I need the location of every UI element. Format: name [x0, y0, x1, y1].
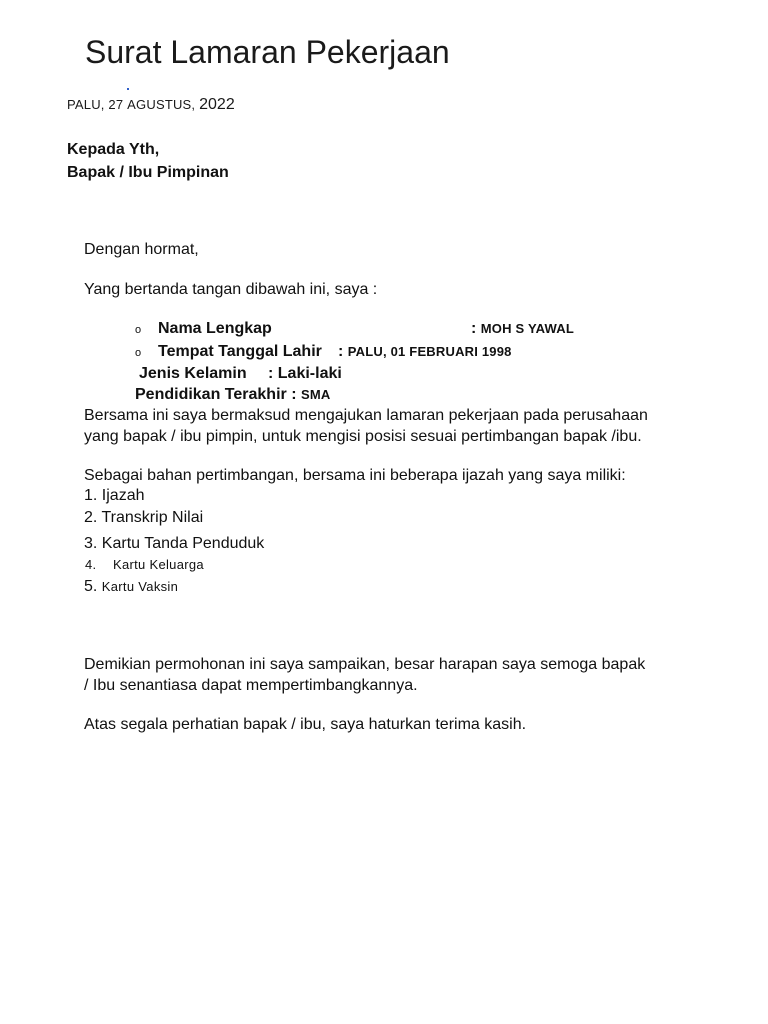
- birth-value: PALU, 01 FEBRUARI 1998: [347, 344, 512, 359]
- intro-statement: Yang bertanda tangan dibawah ini, saya :: [84, 281, 378, 298]
- bullet-icon: o: [135, 347, 142, 359]
- birth-colon: :: [338, 343, 344, 360]
- attachments-intro: Sebagai bahan pertimbangan, bersama ini beberapa ijazah yang saya miliki:: [84, 467, 626, 484]
- name-label: Nama Lengkap: [158, 320, 272, 337]
- attachment-item-3: 3. Kartu Tanda Penduduk: [84, 535, 265, 552]
- name-value: MOH S YAWAL: [480, 321, 575, 336]
- recipient-line-1: Kepada Yth,: [67, 141, 160, 158]
- letter-date: [67, 96, 235, 114]
- recipient-line-2: Bapak / Ibu Pimpinan: [67, 164, 229, 181]
- education-label: Pendidikan Terakhir :: [135, 386, 297, 403]
- name-colon: :: [471, 320, 477, 337]
- attachment-item-5: [84, 578, 178, 596]
- date-separator: ,: [191, 97, 196, 112]
- cursor-dot-mark: [127, 88, 129, 90]
- attachment-item-5-number: 5.: [84, 578, 98, 595]
- name-field-value: [471, 320, 574, 338]
- gender-label: Jenis Kelamin: [139, 365, 247, 382]
- date-year: 2022: [199, 96, 235, 113]
- closing-line-1: Demikian permohonan ini saya sampaikan, besar harapan saya semoga bapak: [84, 656, 646, 673]
- greeting: Dengan hormat,: [84, 241, 199, 258]
- birth-field-value: [338, 343, 512, 361]
- document-title: Surat Lamaran Pekerjaan: [85, 34, 450, 70]
- bullet-icon: o: [135, 324, 142, 336]
- gender-value: : Laki-laki: [268, 365, 342, 382]
- date-month: AGUSTUS: [127, 97, 192, 112]
- education-field: [135, 386, 330, 404]
- attachment-item-4-number: 4.: [85, 557, 97, 572]
- closing-line-2: / Ibu senantiasa dapat mempertimbangkannya.: [84, 677, 418, 694]
- attachment-item-1: 1. Ijazah: [84, 487, 145, 504]
- education-value: SMA: [300, 387, 331, 402]
- purpose-line-1: Bersama ini saya bermaksud mengajukan lamaran pekerjaan pada perusahaan: [84, 407, 648, 424]
- attachment-item-4-text: Kartu Keluarga: [113, 557, 204, 572]
- date-place-day: PALU, 27: [67, 97, 124, 112]
- attachment-item-5-text: Kartu Vaksin: [101, 579, 179, 594]
- attachment-item-2: 2. Transkrip Nilai: [84, 509, 204, 526]
- purpose-line-2: yang bapak / ibu pimpin, untuk mengisi posisi sesuai pertimbangan bapak /ibu.: [84, 428, 642, 445]
- closing-thanks: Atas segala perhatian bapak / ibu, saya haturkan terima kasih.: [84, 716, 527, 733]
- birth-label: Tempat Tanggal Lahir: [158, 343, 322, 360]
